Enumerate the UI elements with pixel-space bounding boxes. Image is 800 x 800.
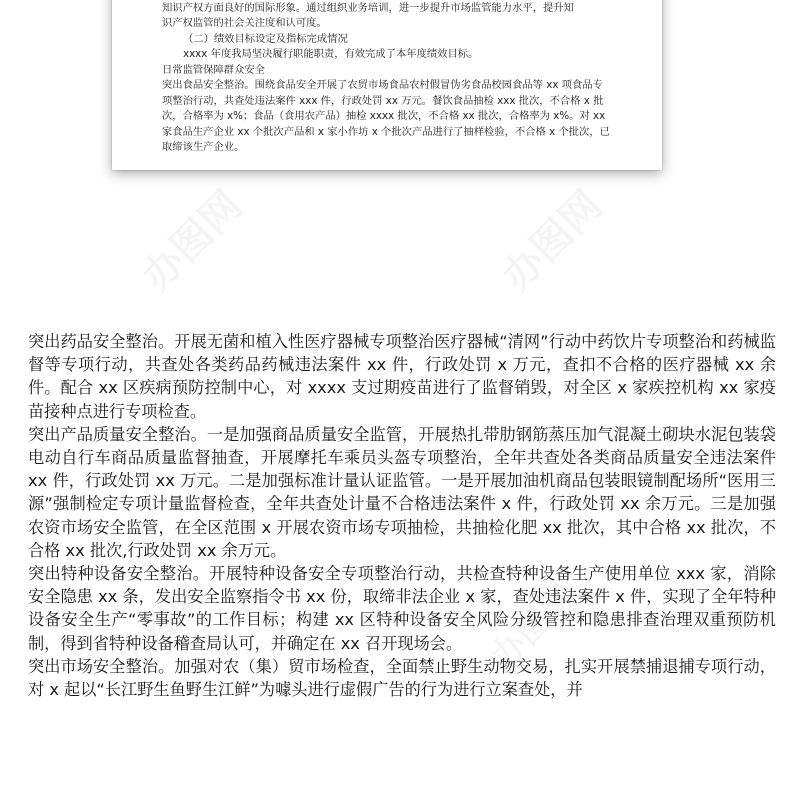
- paragraph-special-equipment: 突出特种设备安全整治。开展特种设备安全专项整治行动，共检查特种设备生产使用单位 xxx 家，消除安全隐患 xx 条，发出安全监察指令书 xx 份，取缔非法企业 x 家，查处违法案件 x 件，实现了全年特种设备安全生产“零事故”的工作目标；构建 xx 区特种设备安全风险分级管控和隐患排查治理双重预防机制，得到省特种设备稽查局认可，并确定在 xx 召开现场会。: [28, 564, 776, 653]
- document-preview-card: [112, 0, 662, 170]
- preview-food-paragraph: 突出食品安全整治。围绕食品安全开展了农贸市场食品农村假冒伪劣食品校园食品等 xx 项食品专项整治行动，共查处违法案件 xxx 件，行政处罚 xx 万元。餐饮食品抽检 xxx 批次，不合格 x 批次，合格率为 x%；食品（食用农产品）抽检 xxxx 批次，不合格 xx 批次，合格率为 x%。对 xx 家食品生产企业 xx 个批次产品和 x 家小作坊 x 个批次产品进行了抽样检验，不合格 x 个批次，已取缔该生产企业。: [162, 79, 610, 153]
- preview-partial-line: 知识产权方面良好的国际形象。通过组织业务培训，进一步提升市场监管能力水平，提升知: [162, 1, 574, 14]
- preview-line-continuation: 识产权监管的社会关注度和认可度。: [162, 17, 327, 29]
- main-document-body: [28, 330, 776, 701]
- preview-text-block: [162, 0, 612, 156]
- watermark-text: 办图网: [483, 576, 584, 678]
- watermark-text: 办图网: [113, 576, 214, 678]
- paragraph-product-quality: 突出产品质量安全整治。一是加强商品质量安全监管，开展热扎带肋钢筋蒸压加气混凝土砌块水泥包装袋电动自行车商品质量监督抽查，开展摩托车乘员头盔专项整治，全年共查处各类商品质量安全违法案件 xx 件，行政处罚 xx 万元。二是加强标准计量认证监管。一是开展加油机商品包装眼镜制配场所“医用三源”强制检定专项计量监督检查，全年共查处计量不合格违法案件 x 件，行政处罚 xx 余万元。三是加强农资市场安全监管，在全区范围 x 开展农资市场专项抽检，共抽检化肥 xx 批次，其中合格 xx 批次，不合格 xx 批次,行政处罚 xx 余万元。: [28, 424, 776, 560]
- paragraph-market-safety: 突出市场安全整治。加强对农（集）贸市场检查，全面禁止野生动物交易，扎实开展禁捕退捕专项行动，对 x 起以“长江野生鱼野生江鲜”为噱头进行虚假广告的行为进行立案查处，并: [28, 656, 776, 700]
- preview-section-title: 日常监管保障群众安全: [162, 63, 265, 76]
- watermark-text: 办图网: [133, 182, 252, 300]
- preview-summary: xxxx 年度我局坚决履行职能职责，有效完成了本年度绩效目标。: [183, 48, 479, 60]
- preview-heading: （二）绩效目标设定及指标完成情况: [183, 32, 348, 45]
- paragraph-drug-safety: 突出药品安全整治。开展无菌和植入性医疗器械专项整治医疗器械“清网”行动中药饮片专项整治和药械监督等专项行动，共查处各类药品药械违法案件 xx 件，行政处罚 x 万元，查扣不合格的医疗器械 xx 余件。配合 xx 区疾病预防控制中心，对 xxxx 支过期疫苗进行了监督销毁，对全区 x 家疾控机构 xx 家疫苗接种点进行专项检查。: [28, 332, 776, 421]
- watermark-area: [0, 170, 800, 330]
- watermark-text: 办图网: [493, 182, 612, 300]
